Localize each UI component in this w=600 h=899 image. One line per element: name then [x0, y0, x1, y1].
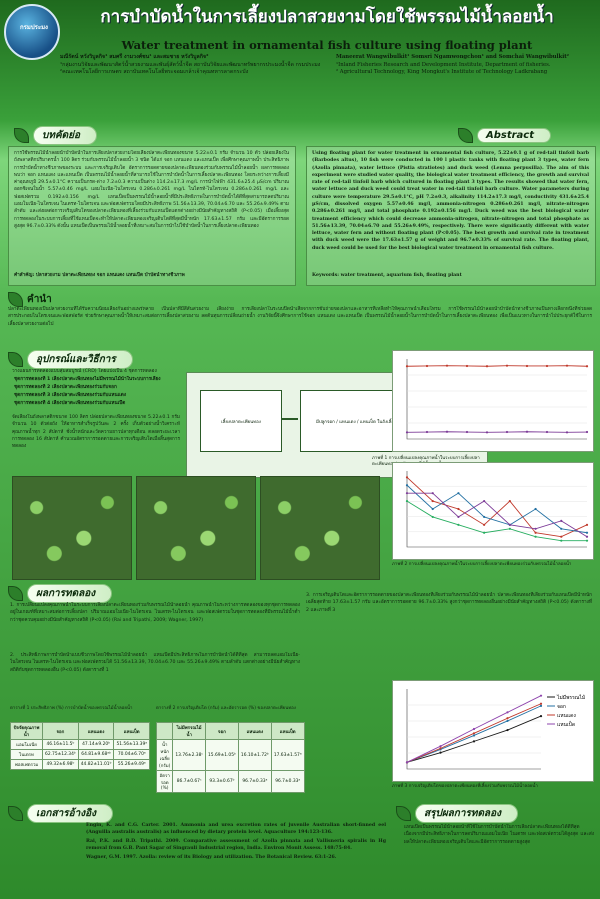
intro-text: ปลาตะเพียนทองเป็นปลาสวยงามที่ได้รับความนิยมเลี้ยงกันอย่างแพร่หลาย เป็นปลาที่มีสีสันสวยงาม เลี้ยงง่าย การเลี้ยงปลาในระบบปิดน้ำเสียจากการขับถ่ายของปลาและอาหารที่เหลือทำให้คุณภาพน้ำเสื่อมโทรม การใช้พรรณไม้น้ำลอยน้ำบำบัดน้ำทางชีวภาพเป็นทางเลือกหนึ่งที่ช่วยลดสารประกอบไนโตรเจนและฟอสฟอรัส ช่วยรักษาคุณภาพน้ำให้เหมาะสมต่อการเลี้ยงปลาสวยงาม ลดต้นทุนการเปลี่ยนถ่ายน้ำ งานวิจัยนี้จึงศึกษาการใช้จอก แหนแดง และแหนเป็ด เป็นพรรณไม้น้ำลอยน้ำในการบำบัดน้ำในการเลี้ยงปลาตะเพียนทอง เพื่อเป็นแนวทางในการนำไปประยุกต์ใช้ในการเลี้ยงปลาสวยงามต่อไป	[8, 307, 592, 327]
table-cell: 13.76±2.38ᶜ	[173, 740, 206, 771]
chart-point	[406, 761, 408, 763]
chart-point	[586, 431, 588, 433]
chart-point	[457, 492, 459, 494]
chart-point	[534, 532, 536, 534]
chart-point	[406, 492, 408, 494]
affiliation-english-2: ² Agricultural Technology, King Mongkut's Institute of Technology Ladkrabang	[336, 69, 548, 76]
treatment-list	[14, 376, 180, 408]
efficiency-table	[10, 722, 150, 770]
methods-design-text: วางแผนการทดลองแบบสุ่มสมบูรณ์ (CRD) โดยแบ่งเป็น 4 ชุดการทดลอง	[12, 369, 157, 374]
leaf-icon	[8, 352, 23, 367]
chart-point	[506, 729, 508, 731]
chart-point	[534, 528, 536, 530]
abstract-english-text: Using floating plant for water treatment in ornamental fish culture, 5.22±0.1 g of red-tail tinfoil barb (Barbodes altus), 10 fish were conducted in 100 l plastic tanks with floating plant 3 types, water fern (Azolla pinnata), water lettuce (Pistia stratiotes) and duck weed (Lemna perpusilla). The aim of this experiment were studied water quality, the biological water treatment efficiency, the growth and survival rate of red-tail tinfoil barb which cultured in floating plant 3 types. The results showed that water fern, water lettuce and duck weed could treat water in red-tail tinfoil barb culture. Water parameters during culture were temperature 29.5±0.1°C, pH 7.2±0.3, alkalinity 114.2±17.3 mg/l, conductivity 431.6±25.4 µS/cm, dissolved oxygen 5.57±0.46 mg/l, ammonia-nitrogen 0.286±0.261 mg/l, nitrate-nitrogen 0.286±0.261 mg/l, and total phosphate 0.192±0.156 mg/l. Duck weed was the best biological water treatment efficiency which could decrease ammonia-nitrogen, nitrate-nitrogen and total phosphate as 51.56±13.39, 70.04±6.70 and 55.26±9.49%, respectively. There were significantly different with water lettuce, water fern and without floating plant (P<0.05). The best growth and survival rate in treatment with duck weed were the 17.63±1.57 g of weight and 96.7±0.33% of survival rate. The floating plant, duck weed could be used for the best biological water treatment in ornamental fish culture.	[312, 151, 589, 251]
chart-point	[483, 516, 485, 518]
chart-point	[540, 705, 542, 707]
water-lettuce-photo	[260, 476, 380, 580]
water-quality-chart-1	[392, 350, 594, 452]
chart-point	[483, 524, 485, 526]
chart-point	[509, 524, 511, 526]
legend-label: แหนแดง	[557, 713, 576, 719]
chart-point	[586, 536, 588, 538]
chart-point	[439, 747, 441, 749]
treatment-item: ชุดการทดลองที่ 3 เลี้ยงปลาตะเพียนทองร่วมกับแหนแดง	[14, 393, 127, 398]
figure-1-caption: ภาพที่ 1 การเปลี่ยนแปลงคุณภาพน้ำในระบบการเลี้ยงปลาตะเพียนทองร่วมกับพรรณไม้น้ำลอยน้ำ	[372, 456, 480, 468]
table-header-cell: จอก	[43, 723, 79, 740]
chart-point	[566, 431, 568, 433]
treatment-item: ชุดการทดลองที่ 1 เลี้ยงปลาตะเพียนทองไม่มีพรรณไม้น้ำในระบบการเลี้ยง	[14, 377, 161, 382]
chart-point	[560, 536, 562, 538]
table-cell: 15.69±1.05ᵇ	[206, 740, 239, 771]
table-cell: 64.81±9.68ᵃᵇ	[78, 750, 114, 760]
table-cell: 49.32±6.98ᵇ	[43, 760, 79, 770]
chart-series-line	[407, 366, 587, 367]
poster-header	[0, 0, 600, 78]
chart-point	[432, 508, 434, 510]
chart-point	[506, 365, 508, 367]
chart-point	[586, 540, 588, 542]
chart-point	[566, 365, 568, 367]
chart-point	[432, 516, 434, 518]
table-row	[11, 750, 150, 760]
figure-2-caption: ภาพที่ 2 การเปลี่ยนแปลงคุณภาพน้ำในระบบการเลี้ยงปลาตะเพียนทองร่วมกับพรรณไม้น้ำลอยน้ำ	[392, 562, 572, 567]
results-text-1: 1. การเปลี่ยนแปลงคุณภาพน้ำในระบบการเลี้ยงปลาตะเพียนทองร่วมกับพรรณไม้น้ำลอยน้ำ คุณภาพน้ำในระหว่างการทดลองของทุกชุดการทดลองอยู่ในเกณฑ์ที่เหมาะสมต่อการเลี้ยงปลา ปริมาณแอมโมเนีย-ไนโตรเจน ไนเตรท-ไนโตรเจน และฟอสเฟตรวมในชุดการทดลองที่มีพรรณไม้น้ำต่ำกว่าชุดควบคุมอย่างมีนัยสำคัญทางสถิติ (P<0.05) (Rai and Tripathi, 2009; Wagner, 1997)	[10, 603, 300, 623]
table-header-cell: แหนแดง	[238, 723, 271, 740]
chart-point	[473, 740, 475, 742]
title-thai: การบำบัดน้ำในการเลี้ยงปลาสวยงามโดยใช้พรรณไม้น้ำลอยน้ำ	[100, 7, 554, 27]
leaf-icon	[8, 292, 23, 307]
table-cell: 47.14±9.20ᵇ	[78, 740, 114, 750]
figure-3-caption: ภาพที่ 3 การเจริญเติบโตของปลาตะเพียนทองที่เลี้ยงร่วมกับพรรณไม้น้ำลอยน้ำ	[392, 784, 538, 789]
chart-point	[473, 728, 475, 730]
reference-item: Engin, K. and C.G. Carter. 2001. Ammonia and urea excretion rates of juvenile Australian short-finned eel (Anguilla australis australis) as influenced by dietary protein level. Aquaculture 194:123-136.	[86, 823, 386, 836]
conclusion-text: แหนเป็ดเป็นพรรณไม้น้ำลอยน้ำที่ใช้ในการบำบัดน้ำในการเลี้ยงปลาตะเพียนทองได้ดีที่สุด เนื่องจากมีประสิทธิภาพในการลดปริมาณแอมโมเนีย ไนเตรท และฟอสเฟตรวมได้สูงสุด และส่งผลให้ปลาตะเพียนทองเจริญเติบโตและมีอัตราการรอดตายสูงสุด	[404, 825, 594, 845]
table-header-cell: จอก	[206, 723, 239, 740]
growth-chart	[392, 680, 594, 782]
chart-point	[466, 431, 468, 433]
chart-point	[526, 365, 528, 367]
chart-point	[432, 492, 434, 494]
reference-item: Rai, P.K. and B.D. Tripathi. 2009. Comparative assessment of Azolla pinnata and Vallisneria spiralis in Hg removal from G.B. Pant Sagar of Singrauli Industrial region, India. Environ Monit Assess. 148:75-84.	[86, 839, 386, 852]
chart-point	[473, 732, 475, 734]
department-logo	[4, 4, 60, 60]
results-text-3: 3. การเจริญเติบโตและอัตราการรอดตายของปลาตะเพียนทองที่เลี้ยงร่วมกับพรรณไม้น้ำลอยน้ำ ปลาตะเพียนทองที่เลี้ยงร่วมกับแหนเป็ดมีน้ำหนักเฉลี่ยสุดท้าย 17.63±1.57 กรัม และอัตราการรอดตาย 96.7±0.33% สูงกว่าชุดการทดลองอื่นอย่างมีนัยสำคัญทางสถิติ (P<0.05) ดังตารางที่ 2 และภาพที่ 3	[306, 593, 592, 613]
chart-point	[483, 500, 485, 502]
table-cell: 93.3±0.67ᵇ	[206, 771, 239, 793]
leaf-icon	[8, 586, 23, 601]
chart-point	[540, 695, 542, 697]
chart-point	[486, 365, 488, 367]
affiliation-thai-2: ²คณะเทคโนโลยีการเกษตร สถาบันเทคโนโลยีพระจอมเกล้าเจ้าคุณทหารลาดกระบัง	[60, 69, 249, 76]
chart-point	[446, 365, 448, 367]
chart-point	[457, 524, 459, 526]
legend-label: ไม่มีพรรณไม้	[557, 695, 586, 701]
chart-point	[466, 365, 468, 367]
chart-point	[546, 431, 548, 433]
chart-point	[534, 536, 536, 538]
abstract-thai-text: การใช้พรรณไม้น้ำลอยน้ำบำบัดน้ำในการเลี้ยงปลาสวยงามโดยเลี้ยงปลาตะเพียนทองขนาด 5.22±0.1 กรัม จำนวน 10 ตัว ปล่อยเลี้ยงในถังพลาสติกปริมาตรน้ำ 100 ลิตร ร่วมกับพรรณไม้น้ำลอยน้ำ 3 ชนิด ได้แก่ จอก แหนแดง และแหนเป็ด เพื่อศึกษาคุณภาพน้ำ ประสิทธิภาพการบำบัดน้ำทางชีวภาพของระบบ และการเจริญเติบโต อัตราการรอดตายของปลาตะเพียนทองร่วมกับพรรณไม้น้ำลอยน้ำ ผลการทดลองพบว่า จอก แหนแดง และแหนเป็ด เป็นพรรณไม้น้ำลอยน้ำที่สามารถใช้ในการบำบัดน้ำในการเลี้ยงปลาตะเพียนทอง โดยระหว่างการเลี้ยงมีค่าอุณหภูมิ 29.5±0.1°C ความเป็นกรด-ด่าง 7.2±0.3 ความเป็นด่าง 114.2±17.3 mg/L การนำไฟฟ้า 431.6±25.4 µS/cm ปริมาณออกซิเจนในน้ำ 5.57±0.46 mg/L แอมโมเนีย-ไนโตรเจน 0.286±0.261 mg/L ไนไตรท์-ไนโตรเจน 0.286±0.261 mg/L และฟอสเฟตรวม 0.192±0.156 mg/L แหนเป็ดเป็นพรรณไม้น้ำลอยน้ำที่มีประสิทธิภาพในการบำบัดน้ำได้ดีที่สุดสามารถลดปริมาณแอมโมเนีย-ไนโตรเจน ไนเตรท-ไนโตรเจน และฟอสเฟตรวมโดยมีประสิทธิภาพ 51.56±13.39, 70.04±6.70 และ 55.26±9.49% ตามลำดับ และส่งผลต่อการเจริญเติบโตของปลาตะเพียนทองที่เลี้ยงร่วมกับแหนเป็ดแตกต่างอย่างมีนัยสำคัญทางสถิติ (P<0.05) เมื่อเลี้ยงสุดการทดลองในระบบการเลี้ยงที่ใช้แหนเป็ดจะทำให้ปลาตะเพียนทองเจริญเติบโตดีที่สุดมีน้ำหนัก 17.63±1.57 กรัม และมีอัตราการรอดสูงสุด 96.7±0.33% ดังนั้น แหนเป็ดเป็นพรรณไม้น้ำลอยน้ำที่เหมาะสมในการนำไปใช้บำบัดน้ำในการเลี้ยงปลาตะเพียนทอง	[14, 151, 289, 229]
table-header-cell: ปัจจัยคุณภาพน้ำ	[11, 723, 43, 740]
table-row	[157, 771, 305, 793]
chart-point	[406, 476, 408, 478]
table-cell: ฟอสเฟตรวม	[11, 760, 43, 770]
chart-axis	[407, 471, 587, 547]
table-cell: 44.82±11.01ᵇ	[78, 760, 114, 770]
table-row	[11, 760, 150, 770]
chart-point	[534, 508, 536, 510]
chart-point	[406, 500, 408, 502]
chart-point	[586, 524, 588, 526]
legend-label: จอก	[557, 704, 566, 710]
methods-heading: อุปกรณ์และวิธีการ	[8, 352, 133, 366]
reference-list	[86, 822, 386, 864]
chart-point	[540, 703, 542, 705]
leaf-icon	[8, 806, 23, 821]
table-cell: 62.75±12.34ᵇ	[43, 750, 79, 760]
chart-point	[506, 431, 508, 433]
table-header-cell: แหนเป็ด	[114, 723, 150, 740]
table-header-cell: ไม่มีพรรณไม้น้ำ	[173, 723, 206, 740]
table-cell: 17.63±1.57ᵃ	[271, 740, 304, 771]
chart-point	[509, 528, 511, 530]
authors-thai	[60, 54, 330, 77]
treatment-item: ชุดการทดลองที่ 2 เลี้ยงปลาตะเพียนทองร่วมกับจอก	[14, 385, 117, 390]
table-header-row	[11, 723, 150, 740]
chart-point	[506, 720, 508, 722]
affiliation-thai-1: ¹กลุ่มงานวิจัยและพัฒนาสัตว์น้ำสวยงามและพันธุ์สัตว์น้ำจืด สถาบันวิจัยและพัฒนาทรัพยากรประมงน้ำจืด กรมประมง	[60, 61, 321, 68]
table-cell: 96.7±0.33ᵃ	[271, 771, 304, 793]
table-cell: อัตรารอด (%)	[157, 771, 173, 793]
table-cell: 51.56±13.39ᵃ	[114, 740, 150, 750]
table-1-caption: ตารางที่ 1 ประสิทธิภาพ (%) การบำบัดน้ำของพรรณไม้น้ำลอยน้ำ	[10, 706, 133, 711]
chart-point	[540, 715, 542, 717]
chart-point	[486, 431, 488, 433]
intro-heading: คำนำ	[8, 292, 52, 306]
chart-point	[506, 711, 508, 713]
chart-point	[586, 532, 588, 534]
table-cell: 96.7±0.33ᵃ	[238, 771, 271, 793]
table-cell: 46.16±11.5ᵇ	[43, 740, 79, 750]
table-row	[157, 740, 305, 771]
chart-point	[483, 532, 485, 534]
chart-point	[439, 745, 441, 747]
table-header-cell	[157, 723, 173, 740]
water-fern-photo	[136, 476, 256, 580]
table-cell: 55.26±9.49ᵃ	[114, 760, 150, 770]
authors-english-names: Maneerat Wangwibulkit¹ Somsri Ngamwongchon¹ and Somchai Wangwibulkit²	[336, 54, 569, 60]
chart-point	[546, 365, 548, 367]
authors-thai-names: มณีรัตน์ หวังวิบูลกิจ¹ สมศรี งามวงศ์ชน¹ และสมชาย หวังวิบูลกิจ²	[60, 54, 209, 60]
chart-point	[506, 717, 508, 719]
title-english: Water treatment in ornamental fish culture using floating plant	[121, 38, 533, 52]
authors-english	[336, 54, 596, 77]
affiliation-english-1: ¹Inland Fisheries Research and Development Institute, Department of fisheries.	[336, 61, 551, 68]
references-heading: เอกสารอ้างอิง	[8, 806, 113, 820]
table-row	[11, 740, 150, 750]
chart-point	[560, 540, 562, 542]
chart-point	[439, 752, 441, 754]
logo-text: กรมประมง	[20, 24, 48, 31]
table-header-row	[157, 723, 305, 740]
chart-point	[432, 500, 434, 502]
chart-point	[473, 734, 475, 736]
chart-series-line	[407, 493, 587, 537]
table-cell: 16.10±1.72ᵇ	[238, 740, 271, 771]
treatment-item: ชุดการทดลองที่ 4 เลี้ยงปลาตะเพียนทองร่วมกับแหนเป็ด	[14, 401, 126, 406]
legend-label: แหนเป็ด	[557, 722, 576, 728]
chart-point	[406, 484, 408, 486]
conclusion-heading: สรุปผลการทดลอง	[396, 806, 518, 820]
chart-point	[406, 431, 408, 433]
water-quality-chart-2	[392, 462, 594, 560]
chart-point	[586, 365, 588, 367]
chart-point	[509, 500, 511, 502]
chart-point	[457, 516, 459, 518]
growth-table	[156, 722, 305, 793]
table-cell: น้ำหนักเฉลี่ย (กรัม)	[157, 740, 173, 771]
table-cell: ไนเตรท	[11, 750, 43, 760]
table-header-cell: แหนเป็ด	[271, 723, 304, 740]
table-cell: 70.04±6.70ᵃ	[114, 750, 150, 760]
table-header-cell: แหนแดง	[78, 723, 114, 740]
abstract-thai-heading: บทคัดย่อ	[14, 128, 97, 142]
results-heading: ผลการทดลอง	[8, 586, 112, 600]
chart-series-line	[407, 432, 587, 433]
leaf-icon	[458, 128, 473, 143]
leaf-icon	[396, 806, 411, 821]
chart-point	[446, 431, 448, 433]
abstract-thai-keywords: คำสำคัญ: ปลาสวยงาม ปลาตะเพียนทอง จอก แหนแดง แหนเป็ด บำบัดน้ำทางชีวภาพ	[14, 273, 185, 278]
chart-point	[560, 520, 562, 522]
table-2-caption: ตารางที่ 2 การเจริญเติบโต (กรัม) และอัตรารอด (%) ของปลาตะเพียนทอง	[156, 706, 296, 711]
leaf-icon	[14, 128, 29, 143]
chart-point	[426, 365, 428, 367]
chart-axis	[407, 359, 587, 439]
arrow-icon	[282, 418, 298, 420]
results-text-2: 2. ประสิทธิภาพการบำบัดน้ำแบบชีวภาพโดยใช้พรรณไม้น้ำลอยน้ำ แหนเป็ดมีประสิทธิภาพในการบำบัดน้ำได้ดีที่สุด สามารถลดแอมโมเนีย-ไนโตรเจน ไนเตรท-ไนโตรเจน และฟอสเฟตรวมได้ 51.56±13.39, 70.04±6.70 และ 55.26±9.49% ตามลำดับ แตกต่างอย่างมีนัยสำคัญทางสถิติกับชุดการทดลองอื่น (P<0.05) ดังตารางที่ 1	[10, 653, 300, 673]
chart-series-line	[407, 485, 587, 533]
diagram-tank-fish: เลี้ยงปลาตะเพียนทอง	[200, 390, 282, 452]
abstract-english-heading: Abstract	[458, 128, 551, 142]
chart-point	[526, 431, 528, 433]
chart-point	[457, 508, 459, 510]
chart-series-line	[407, 716, 541, 762]
chart-point	[426, 431, 428, 433]
abstract-english-keywords: Keywords: water treatment, aquarium fish, floating plant	[312, 273, 462, 278]
table-cell: แอมโมเนีย	[11, 740, 43, 750]
reference-item: Wagner, G.M. 1997. Azolla: review of its Biology and utilization. The Botanical Review. 63:1-26.	[86, 855, 337, 860]
diagram-tank-plants: มีปลูกจอก / แหนแดง / แหนเป็ด ในถังเลี้ยง	[300, 390, 412, 452]
methods-procedure-text: จัดเลี้ยงในถังพลาสติกขนาด 100 ลิตร ปล่อยปลาตะเพียนทองขนาด 5.22±0.1 กรัม จำนวน 10 ตัวต่อถัง ให้อาหารสำเร็จรูปวันละ 2 ครั้ง เก็บตัวอย่างน้ำวิเคราะห์คุณภาพน้ำทุก 2 สัปดาห์ ชั่งน้ำหนักและวัดความยาวปลาทุกเดือน ตลอดระยะเวลาการทดลอง 16 สัปดาห์ คำนวณอัตราการรอดตายและการเจริญเติบโตเมื่อสิ้นสุดการทดลอง	[12, 415, 180, 450]
chart-point	[560, 528, 562, 530]
table-cell: 86.7±0.67ᶜ	[173, 771, 206, 793]
chart-point	[406, 365, 408, 367]
duckweed-photo	[12, 476, 132, 580]
